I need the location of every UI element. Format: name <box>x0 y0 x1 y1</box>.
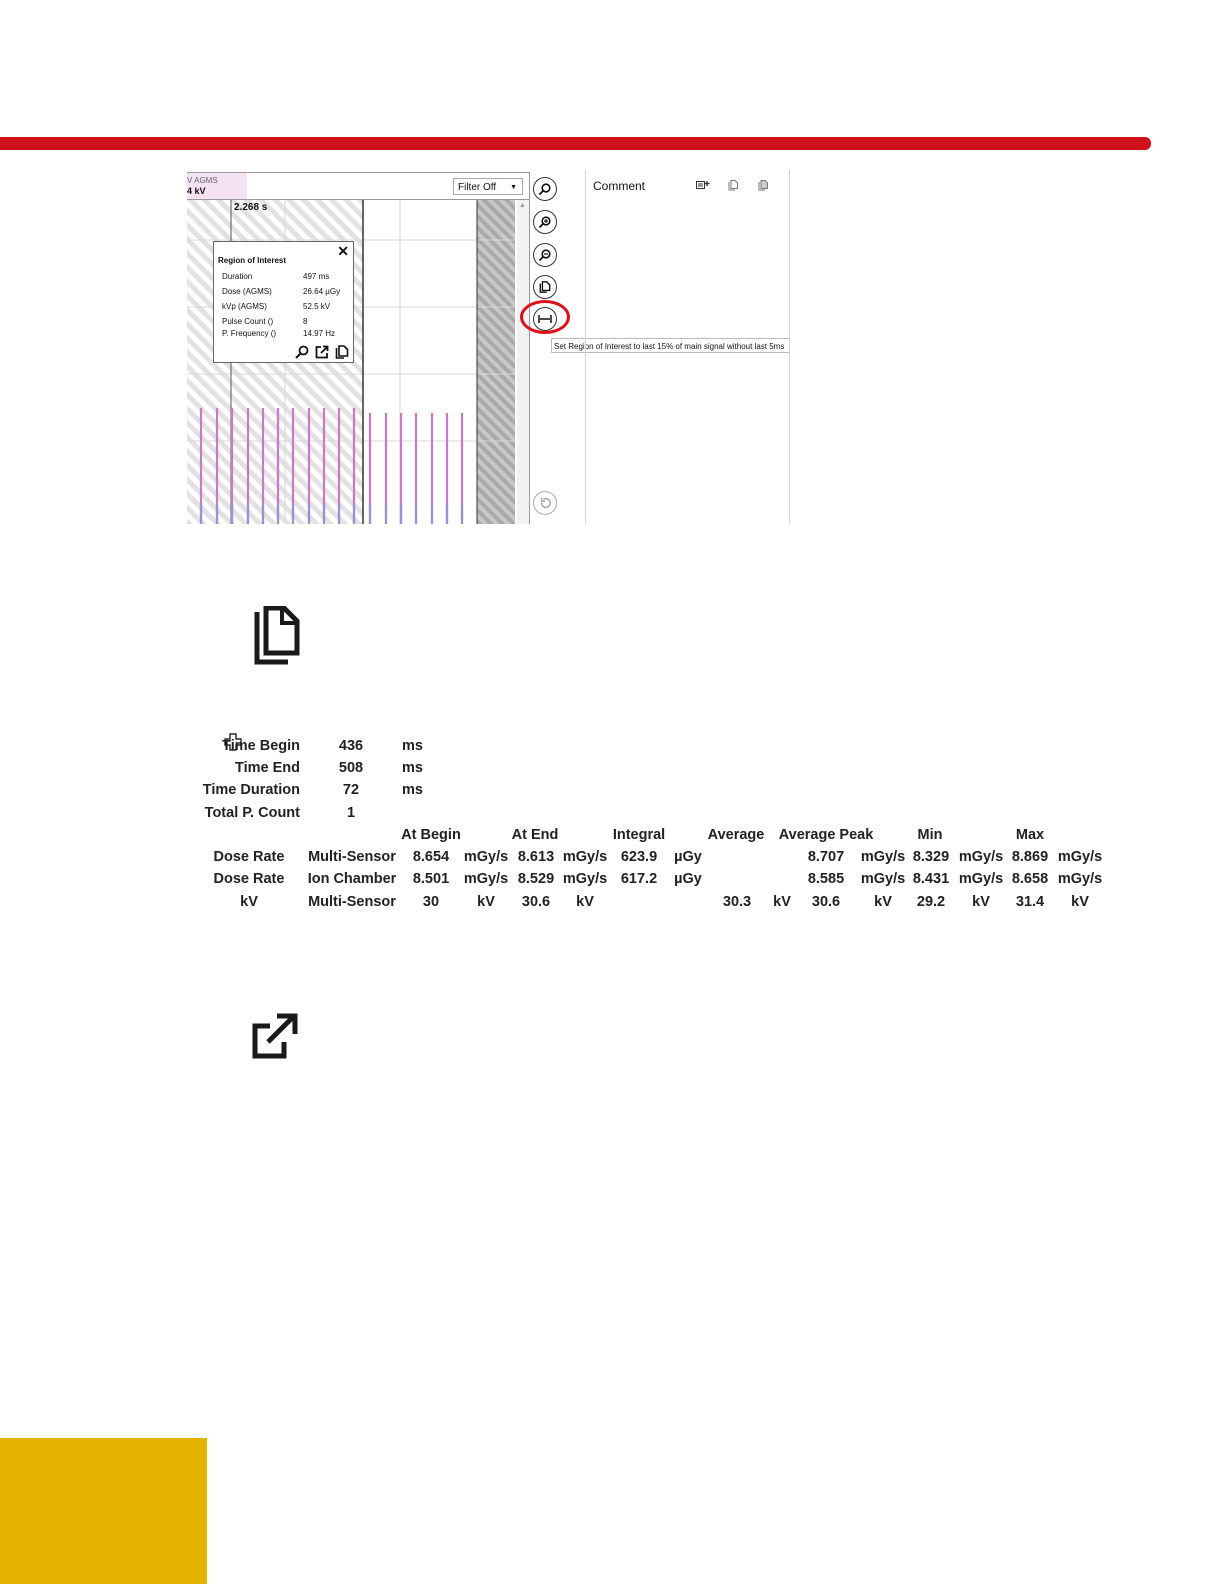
copy-icon[interactable] <box>335 345 349 359</box>
summary-unit: ms <box>402 738 423 754</box>
zoom-in-button[interactable] <box>533 210 557 234</box>
zoom-out-button[interactable] <box>533 243 557 267</box>
roi-row-key: kVp (AGMS) <box>222 302 267 311</box>
table-cell: 8.707 <box>807 849 845 865</box>
roi-row-value: 8 <box>303 317 308 326</box>
table-cell: kV <box>874 894 892 910</box>
sensor-value: 4 kV <box>187 186 206 196</box>
roi-actions <box>295 345 349 359</box>
zoom-in-icon <box>538 215 552 229</box>
roi-row-key: P. Frequency () <box>222 329 277 338</box>
footer-yellow-block <box>0 1438 207 1584</box>
table-cell: kV <box>576 894 594 910</box>
table-cell: 30.3 <box>722 894 752 910</box>
magnifier-icon <box>538 182 552 196</box>
table-cell: 8.658 <box>1011 871 1049 887</box>
table-cell: 30.6 <box>811 894 841 910</box>
summary-label: Total P. Count <box>204 805 300 821</box>
comment-panel <box>585 170 790 524</box>
summary-value: 72 <box>342 782 360 798</box>
roi-row-value: 52.5 kV <box>303 302 331 311</box>
table-cell: 8.585 <box>807 871 845 887</box>
paste-icon[interactable] <box>758 180 768 191</box>
table-cell: 8.529 <box>517 871 555 887</box>
table-cell: Multi-Sensor <box>308 894 396 910</box>
table-cell: mGy/s <box>562 849 608 865</box>
scroll-up-icon[interactable]: ▲ <box>519 202 526 209</box>
roi-row-key: Duration <box>222 272 253 281</box>
table-cell: kV <box>240 894 258 910</box>
table-cell: µGy <box>674 871 702 887</box>
copy-button[interactable] <box>533 275 557 299</box>
summary-label: Time Begin <box>222 738 300 754</box>
column-header: Average Peak <box>778 827 874 843</box>
table-cell: Ion Chamber <box>307 871 397 887</box>
table-cell: mGy/s <box>860 849 906 865</box>
roi-region <box>363 200 477 524</box>
table-cell: 8.501 <box>412 871 450 887</box>
header-red-bar <box>0 137 1151 150</box>
roi-title: Region of Interest <box>218 256 287 265</box>
table-cell: 30.6 <box>521 894 551 910</box>
summary-unit: ms <box>402 782 423 798</box>
summary-label: Time End <box>235 760 300 776</box>
table-cell: kV <box>477 894 495 910</box>
table-cell: 31.4 <box>1015 894 1045 910</box>
sensor-name: V AGMS <box>187 176 218 185</box>
table-cell: Dose Rate <box>213 849 285 865</box>
summary-unit: ms <box>402 760 423 776</box>
table-cell: kV <box>1071 894 1089 910</box>
roi-row-key: Dose (AGMS) <box>222 287 272 296</box>
table-cell: kV <box>773 894 791 910</box>
zoom-out-icon <box>538 248 552 262</box>
roi-row-value: 14.97 Hz <box>303 329 336 338</box>
table-cell: mGy/s <box>958 871 1004 887</box>
roi-row-value: 26.64 µGy <box>303 287 341 296</box>
table-cell: mGy/s <box>463 871 509 887</box>
table-cell: µGy <box>674 849 702 865</box>
software-screenshot <box>187 170 790 524</box>
table-cell: 30 <box>422 894 440 910</box>
undo-icon <box>539 497 551 509</box>
highlight-circle <box>520 300 570 334</box>
table-cell: 8.613 <box>517 849 555 865</box>
filter-dropdown[interactable] <box>453 178 523 195</box>
export-icon <box>244 1012 308 1062</box>
table-cell: 29.2 <box>916 894 946 910</box>
excluded-region-right <box>477 200 515 524</box>
copy-icon <box>244 606 314 666</box>
table-cell: mGy/s <box>958 849 1004 865</box>
table-cell: 8.869 <box>1011 849 1049 865</box>
summary-label: Time Duration <box>202 782 300 798</box>
add-note-icon[interactable] <box>696 180 710 190</box>
summary-value: 508 <box>338 760 364 776</box>
table-cell: 617.2 <box>620 871 658 887</box>
zoom-icon[interactable] <box>295 345 309 359</box>
copy-icon <box>539 281 551 293</box>
vertical-scrollbar[interactable] <box>517 200 529 524</box>
time-cursor-label: 2.268 s <box>234 202 268 213</box>
table-cell: mGy/s <box>1057 871 1103 887</box>
table-cell: mGy/s <box>1057 849 1103 865</box>
sensor-tag[interactable] <box>187 173 247 199</box>
close-icon[interactable]: ✕ <box>337 243 349 259</box>
table-cell: Multi-Sensor <box>308 849 396 865</box>
copy-icon[interactable] <box>728 180 738 191</box>
chart-header <box>187 173 529 200</box>
column-header: Min <box>917 827 943 843</box>
column-header: Max <box>1015 827 1045 843</box>
roi-popup <box>213 241 354 363</box>
export-icon[interactable] <box>315 345 329 359</box>
undo-button[interactable] <box>533 491 557 515</box>
tooltip: Set Region of Interest to last 15% of main signal without last 5ms <box>551 338 790 353</box>
table-cell: kV <box>972 894 990 910</box>
table-cell: 8.654 <box>412 849 450 865</box>
summary-value: 436 <box>338 738 364 754</box>
table-cell: 8.431 <box>912 871 950 887</box>
roi-row-value: 497 ms <box>303 272 330 281</box>
roi-row-key: Pulse Count () <box>222 317 274 326</box>
table-cell: mGy/s <box>860 871 906 887</box>
column-header: At Begin <box>401 827 461 843</box>
column-header: At End <box>511 827 559 843</box>
zoom-button[interactable] <box>533 177 557 201</box>
comment-label: Comment <box>593 179 646 193</box>
table-cell: 8.329 <box>912 849 950 865</box>
table-cell: 623.9 <box>620 849 658 865</box>
column-header: Average <box>707 827 765 843</box>
waveform-chart-panel <box>187 172 530 524</box>
table-cell: mGy/s <box>463 849 509 865</box>
filter-selected-value: Filter Off <box>458 182 497 193</box>
table-cell: Dose Rate <box>213 871 285 887</box>
column-header: Integral <box>612 827 666 843</box>
summary-value: 1 <box>346 805 356 821</box>
table-cell: mGy/s <box>562 871 608 887</box>
chevron-down-icon: ▼ <box>510 184 517 191</box>
